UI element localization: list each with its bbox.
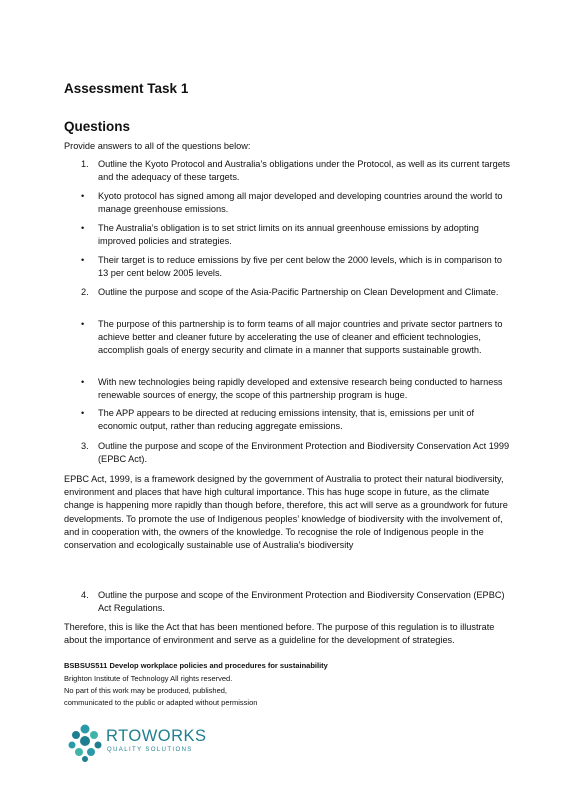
footer-rights: Brighton Institute of Technology All rights reserved. (64, 674, 233, 683)
logo-emblem-icon (66, 721, 104, 765)
question-4: Outline the purpose and scope of the Environment Protection and Biodiversity Conservation (EPBC) Act Regulations. (98, 590, 505, 613)
bullet-marker: • (81, 319, 85, 329)
question-3: Outline the purpose and scope of the Environment Protection and Biodiversity Conservation Act 1999 (EPBC Act). (98, 441, 510, 464)
bullet-marker: • (81, 377, 85, 387)
answer-paragraph: Therefore, this is like the Act that has been mentioned before. The purpose of this regulation is to illustrate about the importance of environment and serve as a guideline for the development of strategies. (64, 622, 495, 646)
intro-text: Provide answers to all of the questions below: (64, 141, 251, 151)
logo-tagline: QUALITY SOLUTIONS (107, 747, 193, 753)
answer-bullet: Kyoto protocol has signed among all major developed and developing countries around the world to manage greenhouse emissions. (98, 191, 503, 214)
answer-bullet: With new technologies being rapidly developed and extensive research being conducted to harness renewable sources of energy, the scope of this partnership program is huge. (98, 377, 503, 400)
rtoworks-logo (66, 721, 216, 765)
bullet-marker: • (81, 255, 85, 265)
footer-course: BSBSUS511 Develop workplace policies and procedures for sustainability (64, 661, 328, 670)
section-heading: Questions (64, 119, 131, 134)
footer-line: No part of this work may be produced, published, (64, 686, 228, 695)
answer-bullet: The purpose of this partnership is to form teams of all major countries and private sector partners to achieve better and cleaner future by accelerating the use of cleaner and efficient technologies, accomplish goals of energy security and climate in a manner that supports sustainable growth. (98, 319, 503, 355)
page-title: Assessment Task 1 (64, 81, 189, 96)
logo-wordmark: RTOWORKS (106, 727, 207, 745)
bullet-marker: • (81, 191, 85, 201)
answer-paragraph: EPBC Act, 1999, is a framework designed by the government of Australia to protect their natural biodiversity, environment and places that have high cultural importance. This has huge scope in future, as the climate change is happening more rapidly than though before, therefore, this act will serve as a groundwork for future developments. To promote the use of Indigenous peoples’ knowledge of biodiversity with the involvement of, and in cooperation with, the owners of the knowledge. To recognise the role of Indigenous people in the conservation and ecologically sustainable use of Australia’s biodiversity (64, 474, 508, 551)
footer-line: communicated to the public or adapted without permission (64, 698, 258, 707)
answer-bullet: Their target is to reduce emissions by five per cent below the 2000 levels, which is in comparison to 13 per cent below 2005 levels. (98, 255, 502, 278)
list-marker: 1. (81, 159, 89, 169)
bullet-marker: • (81, 223, 85, 233)
list-marker: 4. (81, 590, 89, 600)
question-2: Outline the purpose and scope of the Asia-Pacific Partnership on Clean Development and Climate. (98, 287, 499, 297)
list-marker: 2. (81, 287, 89, 297)
answer-bullet: The Australia’s obligation is to set strict limits on its annual greenhouse emissions by adopting improved policies and strategies. (98, 223, 479, 246)
bullet-marker: • (81, 408, 85, 418)
answer-bullet: The APP appears to be directed at reducing emissions intensity, that is, emissions per unit of economic output, rather than reducing aggregate emissions. (98, 408, 475, 431)
question-1: Outline the Kyoto Protocol and Australia’s obligations under the Protocol, as well as its current targets and the adequacy of these targets. (98, 159, 510, 182)
list-marker: 3. (81, 441, 89, 451)
